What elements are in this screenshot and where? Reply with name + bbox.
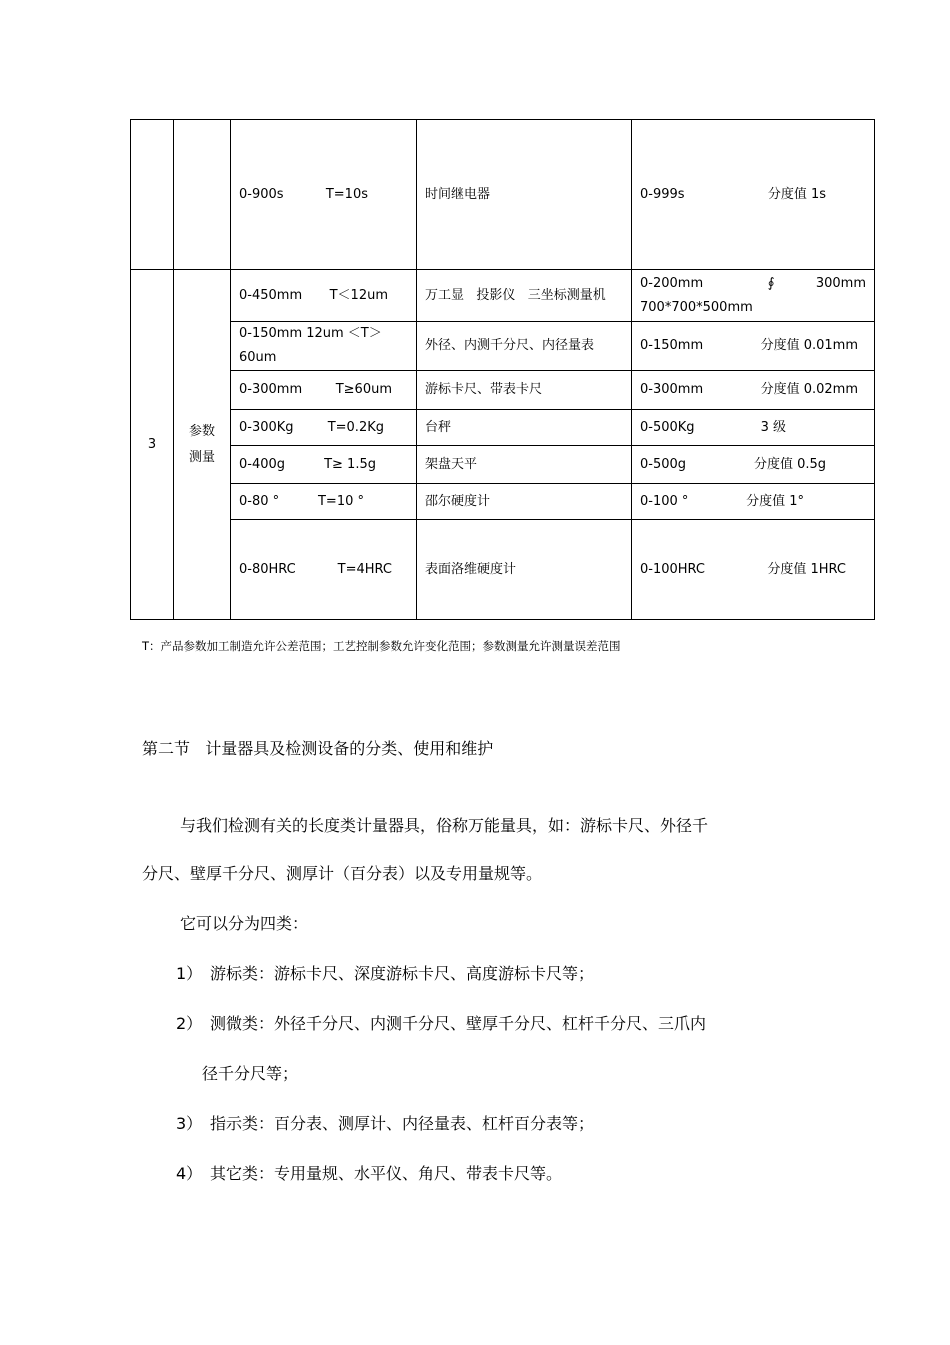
category-cell <box>174 120 231 270</box>
instrument-cell: 台秤 <box>417 410 632 446</box>
list-text: 指示类：百分表、测厚计、内径量表、杠杆百分表等； <box>210 1114 595 1133</box>
table-row <box>131 371 875 410</box>
range-cell <box>231 371 417 410</box>
group-category-cell <box>174 270 231 620</box>
range-text: 0-400g <box>239 456 286 472</box>
table-row <box>131 270 875 322</box>
instrument-cell: 游标卡尺、带表卡尺 <box>417 371 632 410</box>
instrument-cell: 时间继电器 <box>417 120 632 270</box>
spec-range-text: 0-100HRC <box>640 561 706 577</box>
range-text: 0-300Kg <box>239 419 294 435</box>
index-cell <box>131 120 174 270</box>
measurement-table <box>130 119 875 620</box>
spec-cell <box>632 270 875 322</box>
spec-detail-text: 分度值 1s <box>767 186 826 202</box>
range-text: 0-900s <box>239 186 284 202</box>
range-text: 0-300mm <box>239 382 303 397</box>
table-row <box>131 484 875 520</box>
spec-detail-text: ∮ 300mm <box>767 275 866 291</box>
tolerance-text: T=10s <box>325 186 368 202</box>
spec-cell <box>632 371 875 410</box>
spec-detail-text: 分度值 1HRC <box>767 561 846 577</box>
table-row <box>131 120 875 270</box>
tolerance-text: T=10 ° <box>317 493 364 509</box>
range-cell <box>231 484 417 520</box>
tolerance-text: T≥ 1.5g <box>324 456 376 472</box>
table-row <box>131 322 875 371</box>
instrument-cell: 邵尔硬度计 <box>417 484 632 520</box>
table-row <box>131 446 875 484</box>
paragraph-1-line-2: 分尺、壁厚千分尺、测厚计（百分表）以及专用量规等。 <box>142 864 543 883</box>
spec-cell <box>632 520 875 620</box>
range-cell <box>231 270 417 322</box>
spec-line2-text: 700*700*500mm <box>640 299 753 315</box>
instrument-cell: 外径、内测千分尺、内径量表 <box>417 322 632 371</box>
range-text-2: 60um <box>239 350 277 365</box>
list-text: 测微类：外径千分尺、内测千分尺、壁厚千分尺、杠杆千分尺、三爪内 <box>210 1014 707 1033</box>
list-number: 4） <box>176 1164 203 1183</box>
spec-range-text: 0-300mm <box>640 382 704 397</box>
category-text: 参数 测量 <box>188 423 215 465</box>
spec-range-text: 0-500Kg <box>640 419 695 435</box>
list-item-continuation: 径千分尺等； <box>202 1064 299 1083</box>
spec-cell <box>632 410 875 446</box>
tolerance-text: T=0.2Kg <box>327 419 384 435</box>
group-index-cell: 3 <box>131 270 174 620</box>
spec-detail-text: 分度值 0.02mm <box>760 382 858 397</box>
spec-range-text: 0-200mm <box>640 275 704 291</box>
spec-range-text: 0-500g <box>640 456 687 472</box>
list-item <box>176 1011 706 1034</box>
spec-cell <box>632 322 875 371</box>
tolerance-text: T≥60um <box>335 382 392 397</box>
table-note: T：产品参数加工制造允许公差范围；工艺控制参数允许变化范围；参数测量允许测量误差范围 <box>142 639 621 653</box>
range-text: 0-450mm <box>239 287 303 303</box>
spec-range-text: 0-100 ° <box>640 493 689 509</box>
range-text: 0-150mm 12um ＜T＞ <box>239 326 382 341</box>
paragraph-1-line-1: 与我们检测有关的长度类计量器具，俗称万能量具，如：游标卡尺、外径千 <box>180 816 709 835</box>
spec-detail-text: 3 级 <box>760 419 786 435</box>
range-cell <box>231 120 417 270</box>
range-cell <box>231 410 417 446</box>
list-number: 1） <box>176 964 203 983</box>
list-item <box>176 1161 562 1184</box>
range-cell <box>231 322 417 371</box>
list-item <box>176 961 594 984</box>
list-number: 3） <box>176 1114 203 1133</box>
section-heading: 第二节 计量器具及检测设备的分类、使用和维护 <box>142 739 494 758</box>
table-row <box>131 520 875 620</box>
paragraph-2: 它可以分为四类： <box>180 914 309 933</box>
tolerance-text: T=4HRC <box>337 561 392 577</box>
list-text: 其它类：专用量规、水平仪、角尺、带表卡尺等。 <box>210 1164 563 1183</box>
spec-range-text: 0-999s <box>640 186 685 202</box>
spec-cell <box>632 446 875 484</box>
instrument-cell: 表面洛维硬度计 <box>417 520 632 620</box>
range-cell <box>231 520 417 620</box>
range-text: 0-80HRC <box>239 561 296 577</box>
instrument-cell: 万工显 投影仪 三坐标测量机 <box>417 270 632 322</box>
list-item <box>176 1111 594 1134</box>
range-text: 0-80 ° <box>239 493 280 509</box>
spec-detail-text: 分度值 1° <box>746 493 804 509</box>
instrument-cell: 架盘天平 <box>417 446 632 484</box>
spec-range-text: 0-150mm <box>640 338 704 353</box>
list-text: 游标类：游标卡尺、深度游标卡尺、高度游标卡尺等； <box>210 964 595 983</box>
spec-cell <box>632 120 875 270</box>
spec-detail-text: 分度值 0.01mm <box>760 338 858 353</box>
spec-cell <box>632 484 875 520</box>
spec-detail-text: 分度值 0.5g <box>753 456 826 472</box>
list-number: 2） <box>176 1014 203 1033</box>
tolerance-text: T＜12um <box>329 287 388 303</box>
table-row <box>131 410 875 446</box>
range-cell <box>231 446 417 484</box>
